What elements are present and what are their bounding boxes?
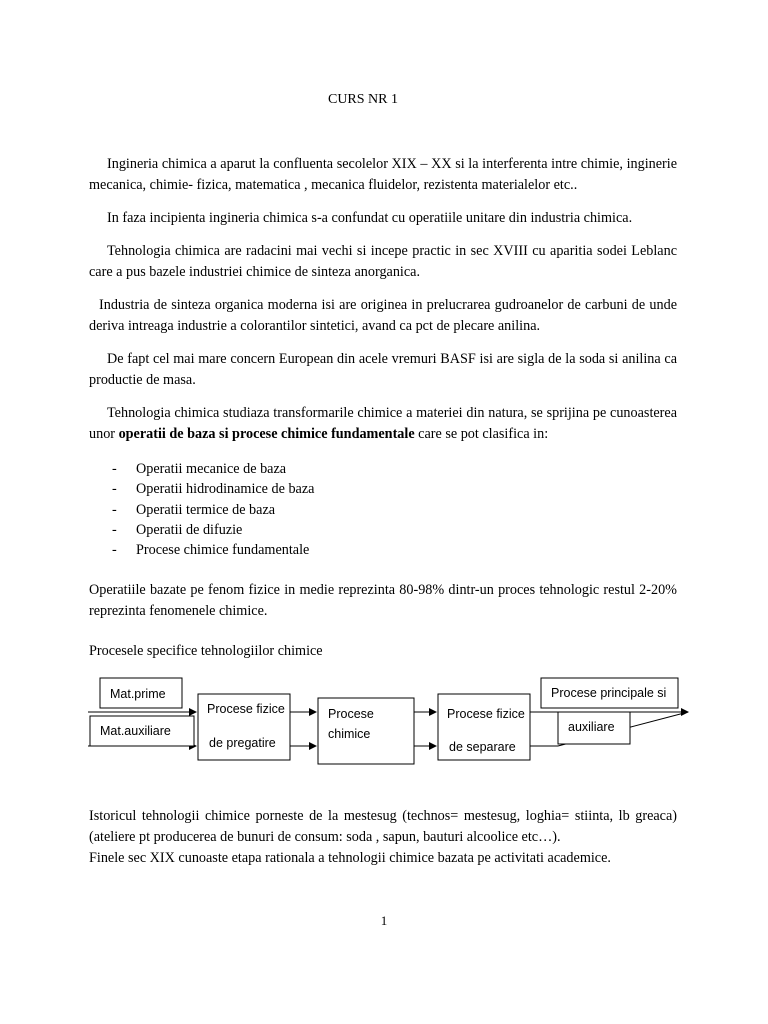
paragraph-3: Tehnologia chimica are radacini mai vechi si incepe practic in sec XVIII cu aparitia sodei Leblanc care a pus bazele industriei chimice de sinteza anorganica. xyxy=(89,243,677,280)
paragraph-6-tail: care se pot clasifica in: xyxy=(414,426,549,442)
list-item-text: Procese chimice fundamentale xyxy=(136,542,310,559)
list-bullet: - xyxy=(112,461,117,477)
paragraph-8: Istoricul tehnologii chimice porneste de la mestesug (technos= mestesug, loghia= stiinta, lb greaca) (ateliere pt producerea de bunuri de consum: soda , sapun, bauturi alcoolice etc…). xyxy=(89,808,677,845)
out-line2: auxiliare xyxy=(568,720,615,734)
box1-line2: de pregatire xyxy=(209,736,276,750)
box3-line2: de separare xyxy=(449,740,516,754)
paragraph-5: De fapt cel mai mare concern European din acele vremuri BASF isi are sigla de la soda si anilina ca productie de masa. xyxy=(89,351,677,388)
list-item xyxy=(112,500,314,520)
list-bullet: - xyxy=(112,501,117,518)
page-title: CURS NR 1 xyxy=(327,92,399,107)
mat-prime-label: Mat.prime xyxy=(110,687,166,701)
operations-list xyxy=(112,459,314,560)
box1-line1: Procese fizice xyxy=(207,702,285,716)
paragraph-6 xyxy=(89,403,677,445)
paragraph-6-text: Tehnologia chimica studiaza transformarile chimice a materiei din natura, se sprijina pe cunoasterea unor xyxy=(89,405,677,442)
list-item-text: Operatii mecanice de baza xyxy=(136,461,287,477)
paragraph-4: Industria de sinteza organica moderna isi are originea in prelucrarea gudroanelor de carbuni de unde deriva intreaga industrie a colorantilor sintetici, avand ca pct de plecare anilina. xyxy=(89,297,677,334)
paragraph-9: Finele sec XIX cunoaste etapa rationala a tehnologii chimice bazata pe activitati academice. xyxy=(89,850,611,866)
paragraph-6-bold: operatii de baza si procese chimice fundamentale xyxy=(118,426,415,442)
mat-auxiliare-label: Mat.auxiliare xyxy=(100,724,171,738)
list-item xyxy=(112,459,314,479)
list-item-text: Operatii hidrodinamice de baza xyxy=(136,481,315,498)
list-item xyxy=(112,520,314,540)
box2-line2: chimice xyxy=(328,727,371,741)
box2-line1: Procese xyxy=(328,707,374,721)
process-flow-diagram xyxy=(88,672,698,772)
list-item xyxy=(112,479,314,499)
list-bullet: - xyxy=(112,542,117,559)
list-item xyxy=(112,540,314,560)
diagram-caption: Procesele specifice tehnologiilor chimice xyxy=(89,643,323,659)
list-bullet: - xyxy=(112,521,117,538)
list-item-text: Operatii termice de baza xyxy=(136,501,276,518)
page-number: 1 xyxy=(380,913,388,928)
paragraph-7: Operatiile bazate pe fenom fizice in medie reprezinta 80-98% dintr-un proces tehnologic restul 2-20% reprezinta fenomenele chimice. xyxy=(89,582,677,619)
paragraph-1: Ingineria chimica a aparut la confluenta secolelor XIX – XX si la interferenta intre chimie, inginerie mecanica, chimie- fizica, matematica , mecanica fluidelor, rezistenta materialelor etc.. xyxy=(89,156,677,193)
out-line1: Procese principale si xyxy=(551,686,667,700)
list-bullet: - xyxy=(112,481,117,498)
paragraph-2: In faza incipienta ingineria chimica s-a confundat cu operatiile unitare din industria chimica. xyxy=(107,210,633,226)
box3-line1: Procese fizice xyxy=(447,707,525,721)
list-item-text: Operatii de difuzie xyxy=(136,521,243,538)
